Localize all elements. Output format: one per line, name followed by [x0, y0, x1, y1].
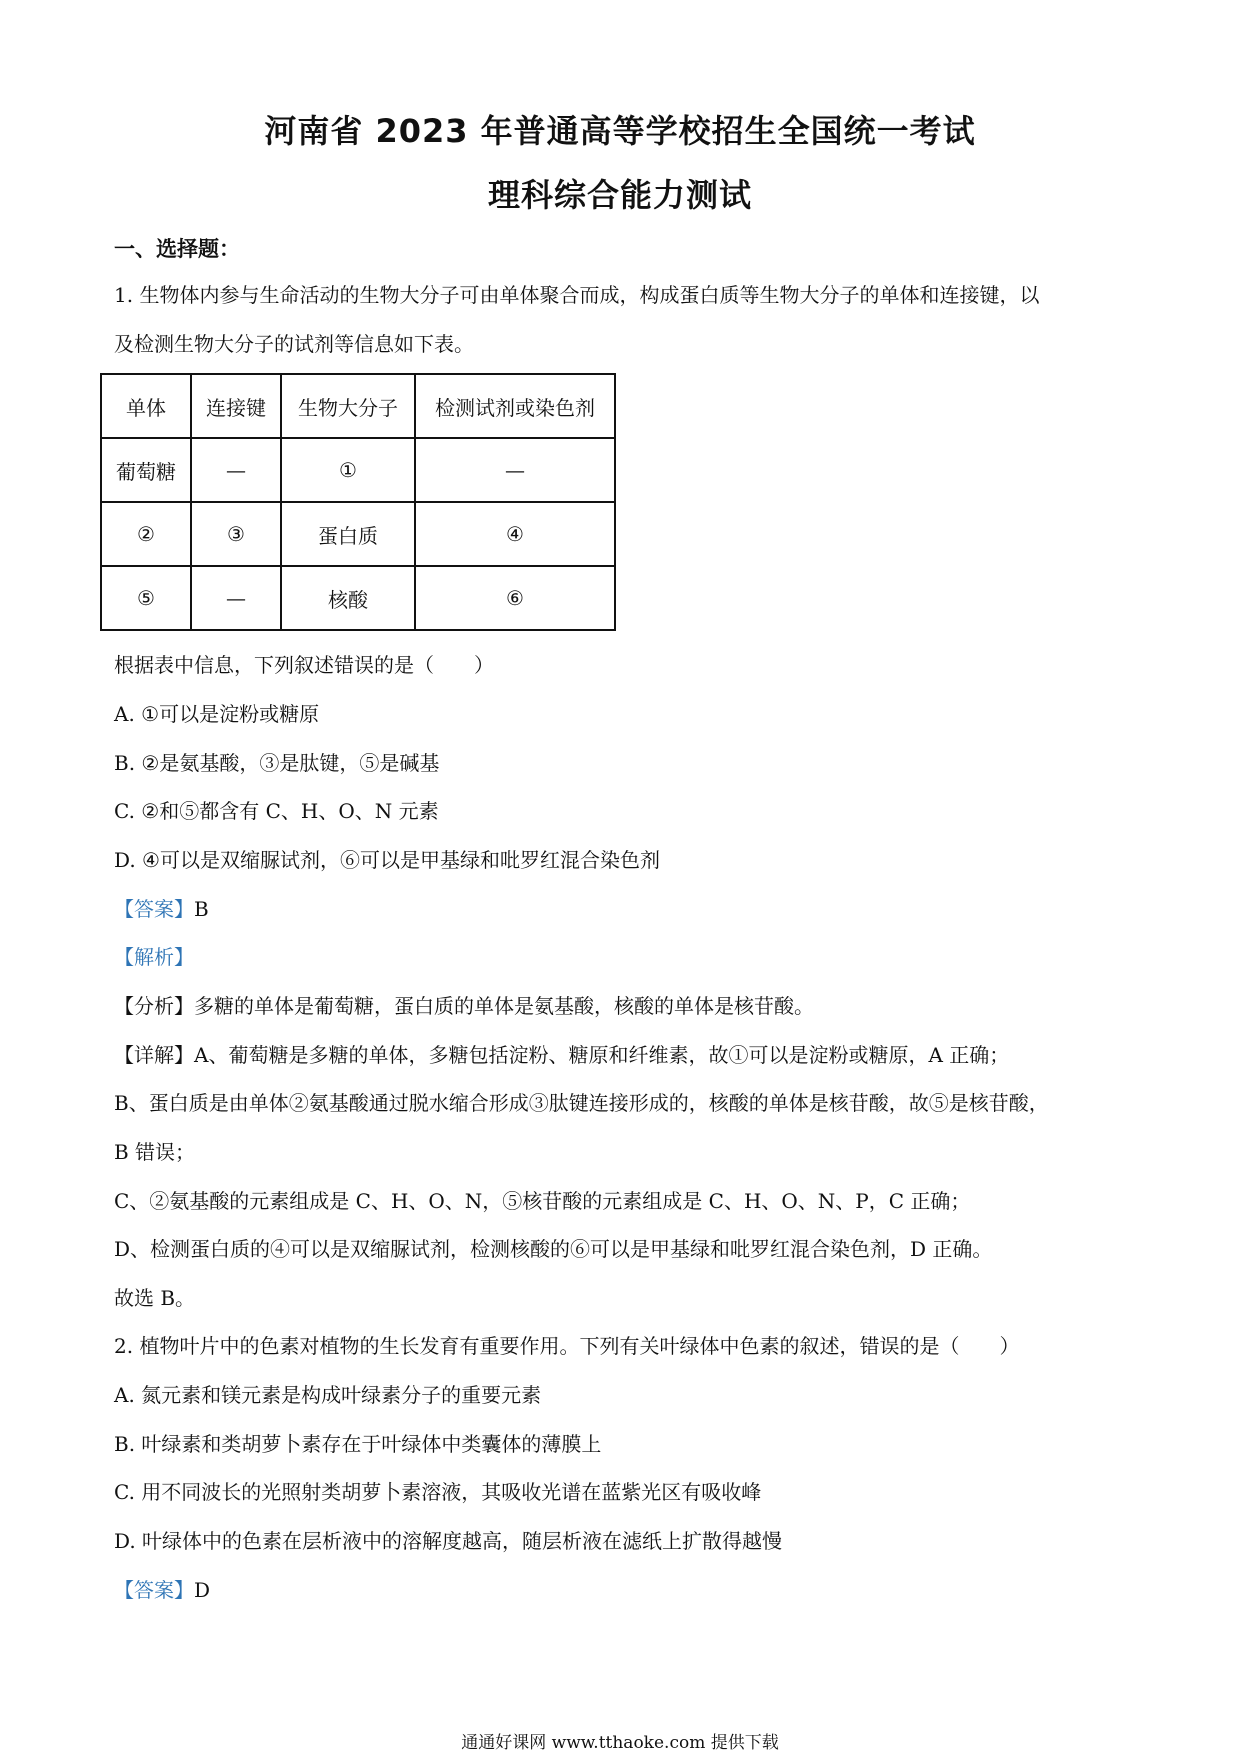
- table-header-cell: 单体: [101, 374, 191, 438]
- detail-line: 故选 B。: [114, 1286, 196, 1310]
- q1-option-a: A. ①可以是淀粉或糖原: [114, 702, 320, 726]
- table-cell: —: [191, 438, 281, 502]
- fenxi-label: 【分析】: [114, 994, 194, 1018]
- page-footer: 通通好课网 www.tthaoke.com 提供下载: [461, 1733, 779, 1753]
- q1-answer: [114, 896, 209, 922]
- detail-line: D、检测蛋白质的④可以是双缩脲试剂，检测核酸的⑥可以是甲基绿和吡罗红混合染色剂，D 正确。: [114, 1237, 993, 1261]
- q1-question: 根据表中信息，下列叙述错误的是（ ）: [114, 653, 494, 677]
- exam-subtitle: 理科综合能力测试: [487, 176, 752, 214]
- analysis-fenxi: [114, 993, 814, 1019]
- exam-title: 河南省 2023 年普通高等学校招生全国统一考试: [264, 112, 976, 150]
- q1-option-d: D. ④可以是双缩脲试剂，⑥可以是甲基绿和吡罗红混合染色剂: [114, 848, 660, 872]
- answer-label: 【答案】: [114, 1578, 194, 1602]
- answer-value: D: [194, 1578, 211, 1602]
- table-header-row: [101, 374, 615, 438]
- table-cell: ④: [415, 502, 615, 566]
- biomolecule-table: [100, 373, 616, 631]
- table-cell: —: [191, 566, 281, 630]
- q1-option-b: B. ②是氨基酸，③是肽键，⑤是碱基: [114, 751, 440, 775]
- answer-value: B: [194, 897, 209, 921]
- table-cell: —: [415, 438, 615, 502]
- q2-option-d: D. 叶绿体中的色素在层析液中的溶解度越高，随层析液在滤纸上扩散得越慢: [114, 1529, 783, 1553]
- analysis-label: 【解析】: [114, 945, 194, 969]
- q2-option-a: A. 氮元素和镁元素是构成叶绿素分子的重要元素: [114, 1383, 542, 1407]
- detail-line: B 错误；: [114, 1140, 196, 1164]
- q2-option-b: B. 叶绿素和类胡萝卜素存在于叶绿体中类囊体的薄膜上: [114, 1432, 602, 1456]
- q1-stem-line1: 1. 生物体内参与生命活动的生物大分子可由单体聚合而成，构成蛋白质等生物大分子的单体和连接键，以: [114, 283, 1040, 307]
- table-cell: ①: [281, 438, 415, 502]
- table-cell: ②: [101, 502, 191, 566]
- table-cell: 蛋白质: [281, 502, 415, 566]
- xiangjie-text: A、葡萄糖是多糖的单体，多糖包括淀粉、糖原和纤维素，故①可以是淀粉或糖原，A 正确；: [194, 1043, 1010, 1067]
- table-cell: ③: [191, 502, 281, 566]
- q1-option-c: C. ②和⑤都含有 C、H、O、N 元素: [114, 799, 439, 823]
- answer-label: 【答案】: [114, 897, 194, 921]
- table-row: [101, 502, 615, 566]
- q2-answer: [114, 1577, 210, 1603]
- table-header-cell: 生物大分子: [281, 374, 415, 438]
- table-row: [101, 438, 615, 502]
- q1-stem-line2: 及检测生物大分子的试剂等信息如下表。: [114, 332, 474, 356]
- table-cell: 核酸: [281, 566, 415, 630]
- detail-line: C、②氨基酸的元素组成是 C、H、O、N，⑤核苷酸的元素组成是 C、H、O、N、P，C 正确；: [114, 1189, 971, 1213]
- table-row: [101, 566, 615, 630]
- table-header-cell: 检测试剂或染色剂: [415, 374, 615, 438]
- detail-line: B、蛋白质是由单体②氨基酸通过脱水缩合形成③肽键连接形成的，核酸的单体是核苷酸，故⑤是核苷酸，: [114, 1091, 1049, 1115]
- section-heading: 一、选择题：: [114, 237, 240, 261]
- q2-option-c: C. 用不同波长的光照射类胡萝卜素溶液，其吸收光谱在蓝紫光区有吸收峰: [114, 1480, 762, 1504]
- xiangjie-label: 【详解】: [114, 1043, 194, 1067]
- table-cell: 葡萄糖: [101, 438, 191, 502]
- table-header-cell: 连接键: [191, 374, 281, 438]
- table-cell: ⑤: [101, 566, 191, 630]
- q2-stem: 2. 植物叶片中的色素对植物的生长发育有重要作用。下列有关叶绿体中色素的叙述，错误的是（ ）: [114, 1334, 1020, 1358]
- fenxi-text: 多糖的单体是葡萄糖，蛋白质的单体是氨基酸，核酸的单体是核苷酸。: [194, 994, 814, 1018]
- table-cell: ⑥: [415, 566, 615, 630]
- analysis-xiangjie: [114, 1042, 1009, 1068]
